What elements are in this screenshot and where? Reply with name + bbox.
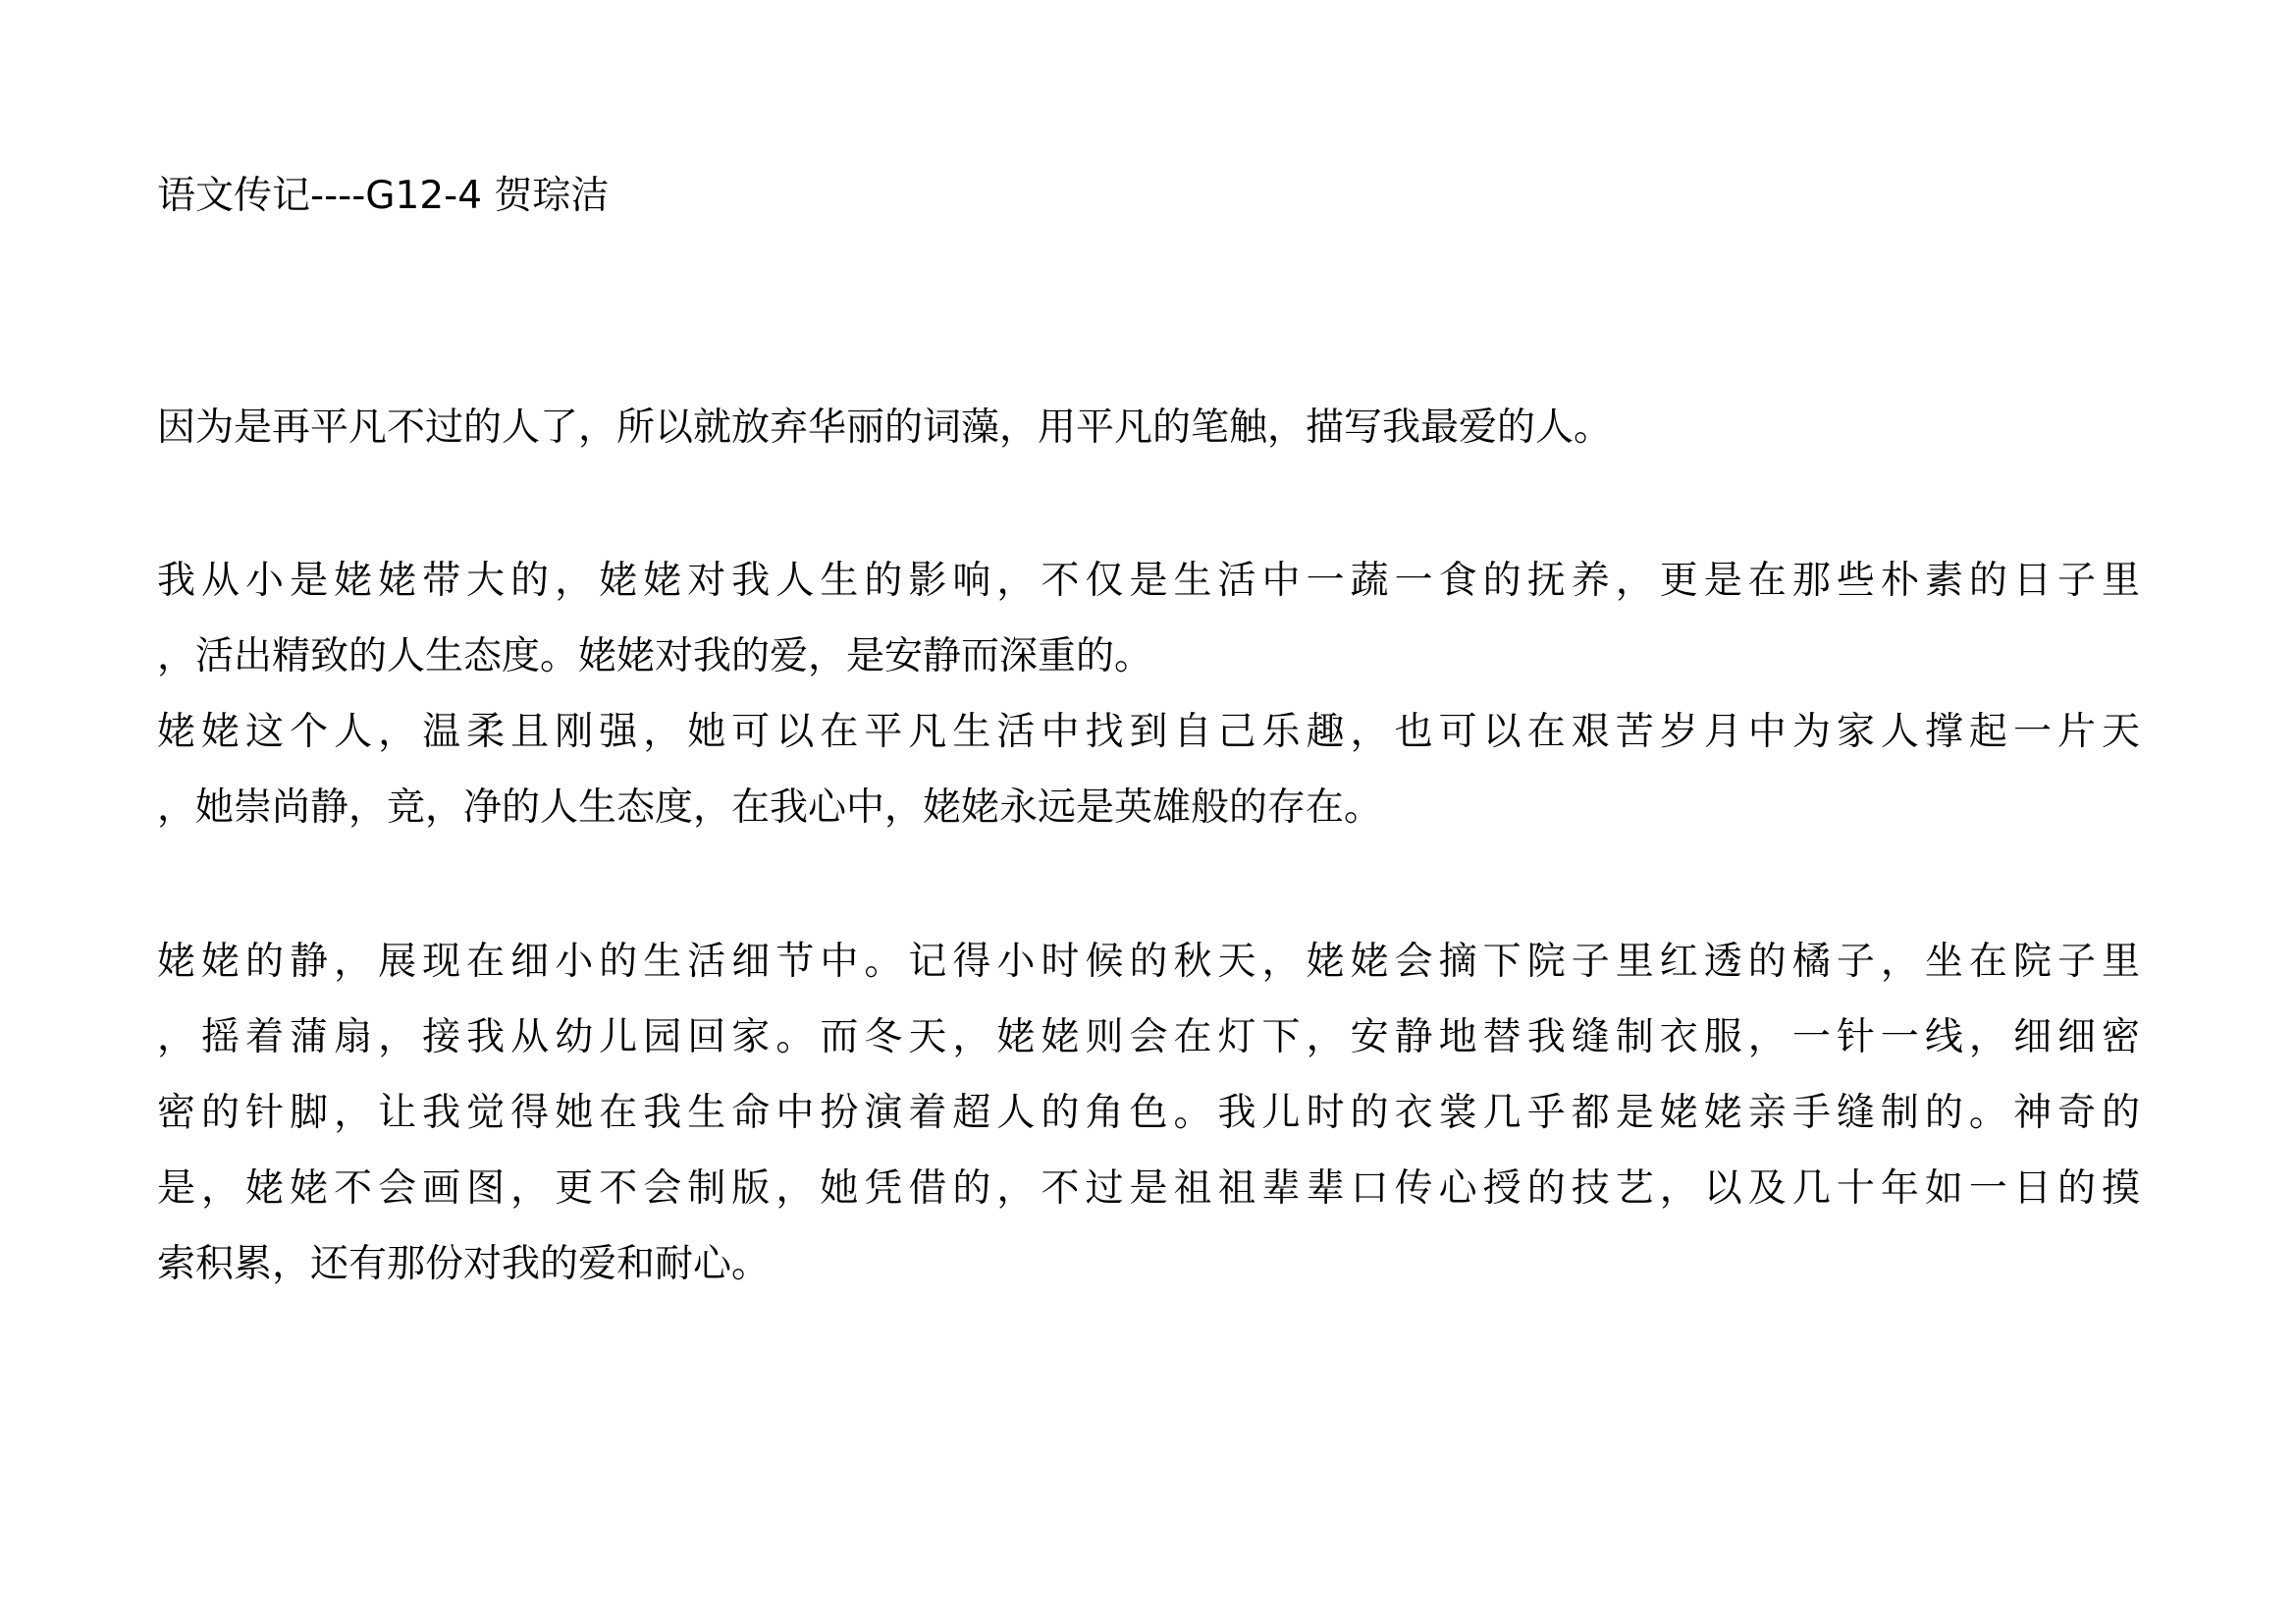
paragraph-line: ，摇着蒲扇，接我从幼儿园回家。而冬天，姥姥则会在灯下，安静地替我缝制衣服，一针一线，细细密 <box>157 1015 2140 1059</box>
paragraph-line: 索积累，还有那份对我的爱和耐心。 <box>157 1242 771 1286</box>
paragraph-line: 姥姥这个人，温柔且刚强，她可以在平凡生活中找到自己乐趣，也可以在艰苦岁月中为家人撑起一片天 <box>157 710 2140 754</box>
paragraph-line: ，活出精致的人生态度。姥姥对我的爱，是安静而深重的。 <box>157 634 1153 678</box>
paragraph-line: 我从小是姥姥带大的，姥姥对我人生的影响，不仅是生活中一蔬一食的抚养，更是在那些朴素的日子里 <box>157 559 2140 603</box>
paragraph-line: 是，姥姥不会画图，更不会制版，她凭借的，不过是祖祖辈辈口传心授的技艺，以及几十年如一日的摸 <box>157 1166 2140 1211</box>
paragraph-line: ，她崇尚静，竞，净的人生态度，在我心中，姥姥永远是英雄般的存在。 <box>157 785 1383 830</box>
paragraph-line: 密的针脚，让我觉得她在我生命中扮演着超人的角色。我儿时的衣裳几乎都是姥姥亲手缝制的。神奇的 <box>157 1091 2140 1135</box>
paragraph-line: 姥姥的静，展现在细小的生活细节中。记得小时候的秋天，姥姥会摘下院子里红透的橘子，坐在院子里 <box>157 940 2140 984</box>
document-title: 语文传记----G12-4 贺琮洁 <box>157 174 610 218</box>
paragraph-line: 因为是再平凡不过的人了，所以就放弃华丽的词藻，用平凡的笔触，描写我最爱的人。 <box>157 406 1613 450</box>
